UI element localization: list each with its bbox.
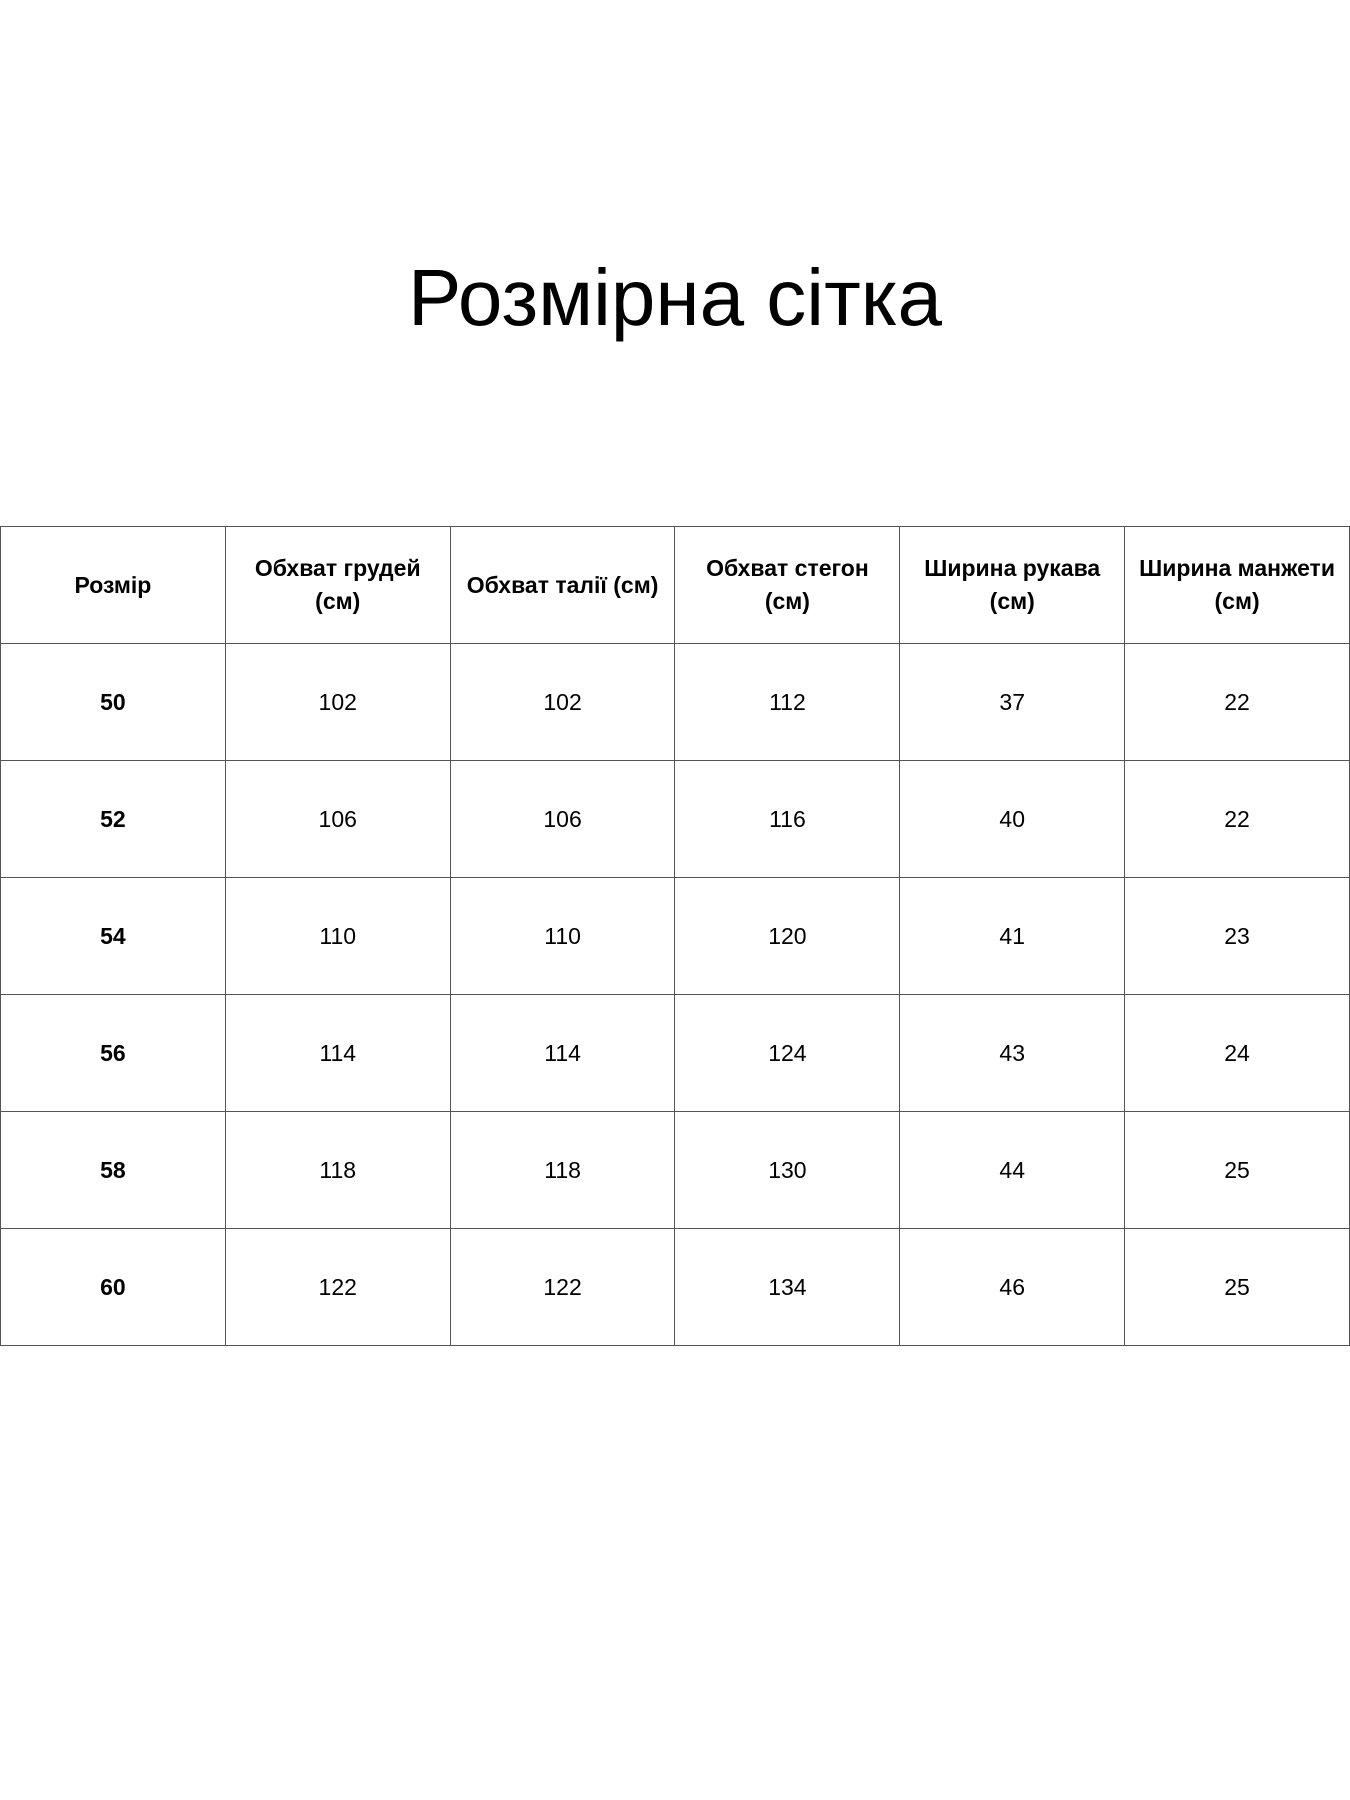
header-size: Розмір bbox=[1, 527, 226, 644]
table-row bbox=[1, 995, 1350, 1112]
chest-cell: 118 bbox=[225, 1112, 450, 1229]
cuff-width-cell: 23 bbox=[1125, 878, 1350, 995]
hips-cell: 134 bbox=[675, 1229, 900, 1346]
waist-cell: 106 bbox=[450, 761, 675, 878]
table-row bbox=[1, 878, 1350, 995]
waist-cell: 122 bbox=[450, 1229, 675, 1346]
table-row bbox=[1, 1112, 1350, 1229]
hips-cell: 112 bbox=[675, 644, 900, 761]
chest-cell: 102 bbox=[225, 644, 450, 761]
cuff-width-cell: 22 bbox=[1125, 761, 1350, 878]
table-header-row bbox=[1, 527, 1350, 644]
size-cell: 60 bbox=[1, 1229, 226, 1346]
page-title: Розмірна сітка bbox=[408, 253, 942, 342]
hips-cell: 130 bbox=[675, 1112, 900, 1229]
size-chart-table bbox=[0, 526, 1350, 1346]
size-cell: 56 bbox=[1, 995, 226, 1112]
table-row bbox=[1, 1229, 1350, 1346]
waist-cell: 114 bbox=[450, 995, 675, 1112]
sleeve-width-cell: 41 bbox=[900, 878, 1125, 995]
sleeve-width-cell: 43 bbox=[900, 995, 1125, 1112]
waist-cell: 110 bbox=[450, 878, 675, 995]
sleeve-width-cell: 37 bbox=[900, 644, 1125, 761]
waist-cell: 118 bbox=[450, 1112, 675, 1229]
cuff-width-cell: 24 bbox=[1125, 995, 1350, 1112]
hips-cell: 120 bbox=[675, 878, 900, 995]
header-waist: Обхват талії (см) bbox=[450, 527, 675, 644]
header-sleeve-width: Ширина рукава (см) bbox=[900, 527, 1125, 644]
sleeve-width-cell: 44 bbox=[900, 1112, 1125, 1229]
header-hips: Обхват стегон (см) bbox=[675, 527, 900, 644]
chest-cell: 122 bbox=[225, 1229, 450, 1346]
size-cell: 58 bbox=[1, 1112, 226, 1229]
size-cell: 52 bbox=[1, 761, 226, 878]
size-cell: 50 bbox=[1, 644, 226, 761]
cuff-width-cell: 22 bbox=[1125, 644, 1350, 761]
header-cuff-width: Ширина манжети (см) bbox=[1125, 527, 1350, 644]
chest-cell: 106 bbox=[225, 761, 450, 878]
waist-cell: 102 bbox=[450, 644, 675, 761]
sleeve-width-cell: 40 bbox=[900, 761, 1125, 878]
chest-cell: 114 bbox=[225, 995, 450, 1112]
hips-cell: 124 bbox=[675, 995, 900, 1112]
hips-cell: 116 bbox=[675, 761, 900, 878]
table-row bbox=[1, 761, 1350, 878]
table-row bbox=[1, 644, 1350, 761]
size-cell: 54 bbox=[1, 878, 226, 995]
cuff-width-cell: 25 bbox=[1125, 1229, 1350, 1346]
sleeve-width-cell: 46 bbox=[900, 1229, 1125, 1346]
header-chest: Обхват грудей (см) bbox=[225, 527, 450, 644]
chest-cell: 110 bbox=[225, 878, 450, 995]
cuff-width-cell: 25 bbox=[1125, 1112, 1350, 1229]
